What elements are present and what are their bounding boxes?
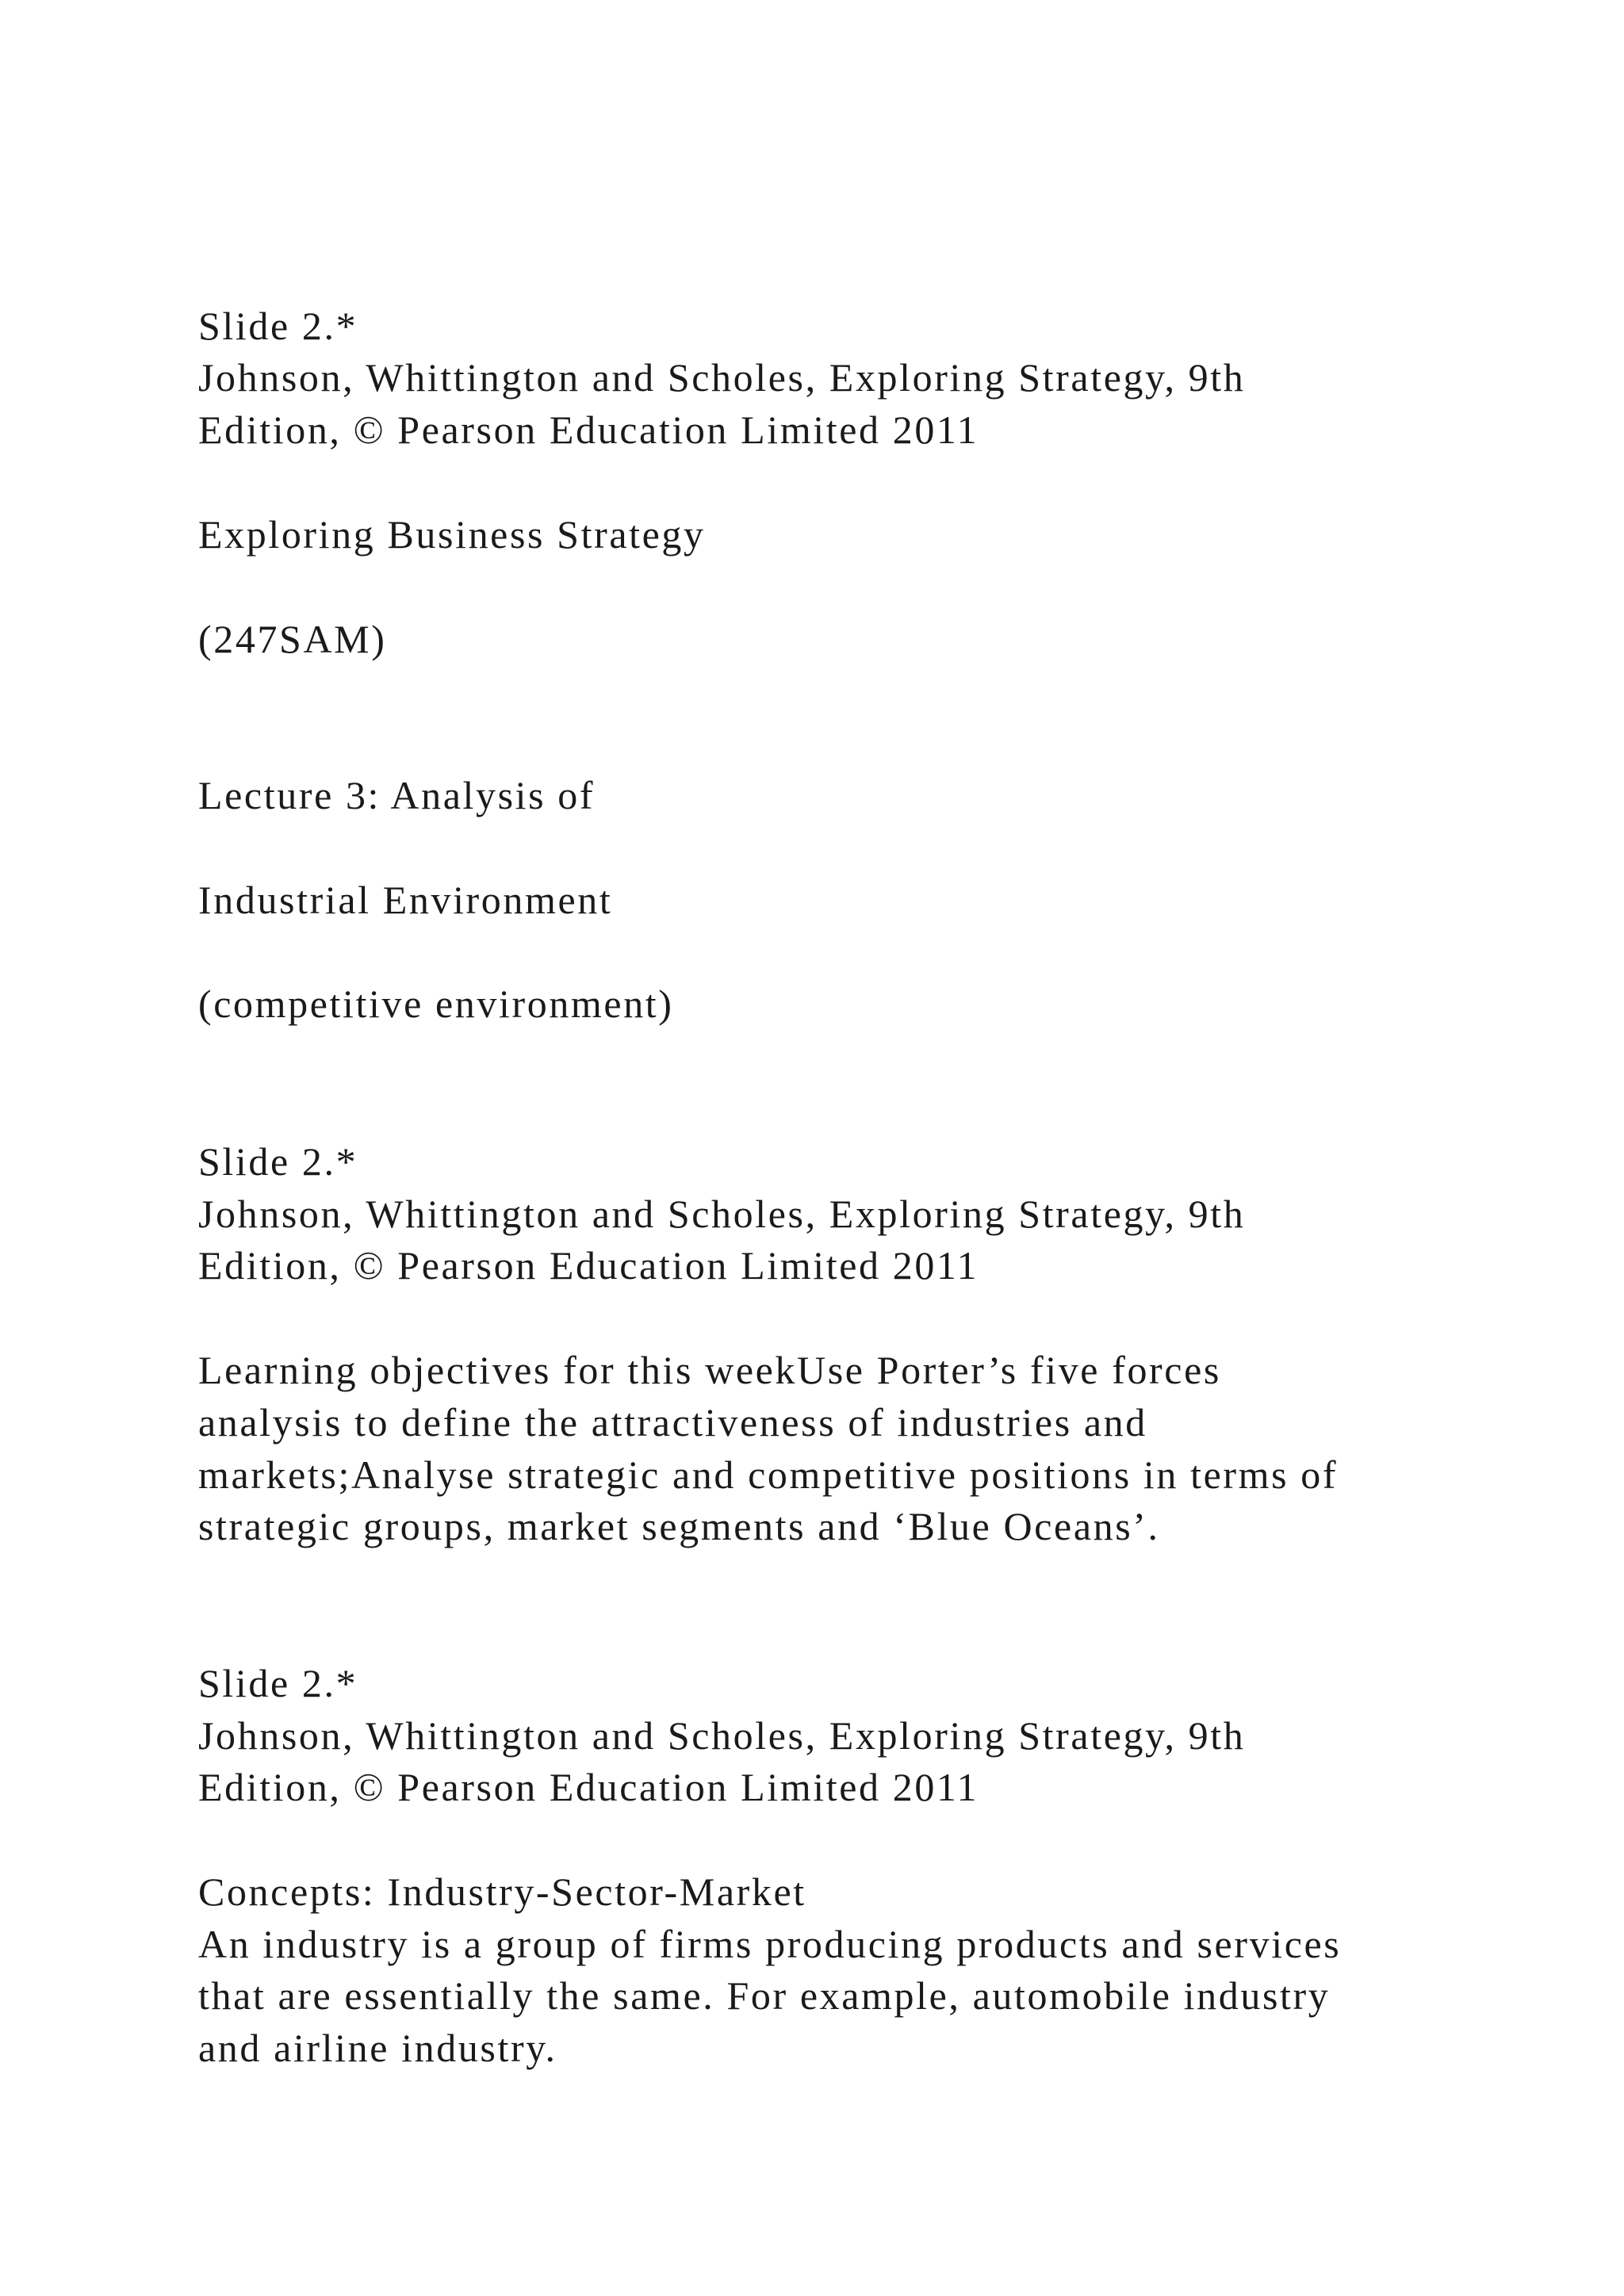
citation-line: Johnson, Whittington and Scholes, Exploring Strategy, 9th (198, 1192, 1246, 1236)
citation-line: Edition, © Pearson Education Limited 2011 (198, 1243, 979, 1288)
slide-label: Slide 2.* (198, 1661, 358, 1705)
course-title: Exploring Business Strategy (198, 512, 706, 557)
slide-label: Slide 2.* (198, 1139, 358, 1184)
lecture-title: Lecture 3: Analysis of (198, 773, 596, 817)
citation-line: Edition, © Pearson Education Limited 2011 (198, 1765, 979, 1809)
paragraph-line: Learning objectives for this weekUse Porter’s five forces (198, 1348, 1221, 1392)
section-heading: Concepts: Industry-Sector-Market (198, 1869, 806, 1914)
paragraph-line: markets;Analyse strategic and competitive positions in terms of (198, 1452, 1339, 1497)
course-code: (247SAM) (198, 617, 387, 661)
paragraph-line: strategic groups, market segments and ‘Blue Oceans’. (198, 1504, 1160, 1548)
citation-line: Edition, © Pearson Education Limited 2011 (198, 408, 979, 452)
paragraph-line: analysis to define the attractiveness of industries and (198, 1400, 1147, 1445)
slide-label: Slide 2.* (198, 304, 358, 348)
citation-line: Johnson, Whittington and Scholes, Exploring Strategy, 9th (198, 355, 1246, 400)
lecture-subtitle: (competitive environment) (198, 982, 674, 1026)
lecture-title: Industrial Environment (198, 878, 613, 922)
paragraph-line: An industry is a group of firms producing products and services (198, 1922, 1342, 1966)
paragraph-line: and airline industry. (198, 2026, 557, 2070)
paragraph-line: that are essentially the same. For example, automobile industry (198, 1973, 1331, 2018)
citation-line: Johnson, Whittington and Scholes, Exploring Strategy, 9th (198, 1713, 1246, 1758)
